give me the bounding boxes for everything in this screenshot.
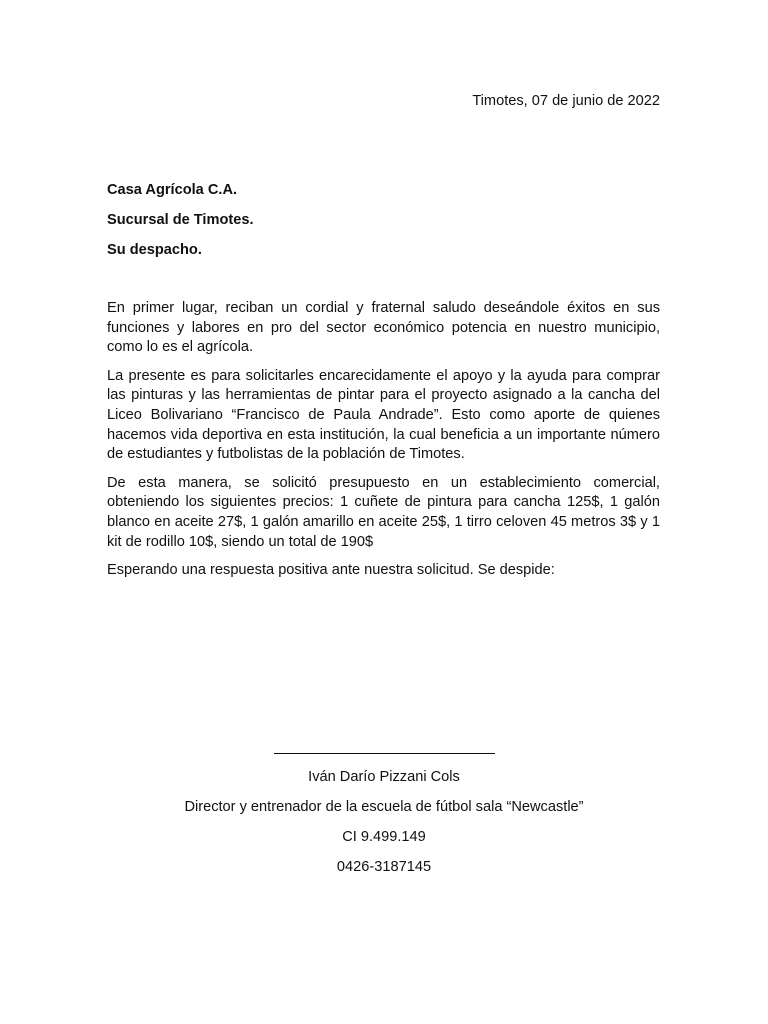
body-paragraph-request: La presente es para solicitarles encarecidamente el apoyo y la ayuda para comprar las pinturas y las herramientas de pintar para el proyecto asignado a la cancha del Liceo Bolivariano “Francisco de Paula Andrade”. Esto como aporte de quienes hacemos vida deportiva en esta institución, la cual beneficia a un importante número de estudiantes y futbolistas de la población de Timotes. xyxy=(107,367,660,463)
signer-id: CI 9.499.149 xyxy=(342,829,426,845)
recipient-company: Casa Agrícola C.A. xyxy=(107,182,238,198)
recipient-block xyxy=(107,180,667,270)
body-paragraph-closing: Esperando una respuesta positiva ante nuestra solicitud. Se despide: xyxy=(107,562,555,579)
body-paragraph-greeting: En primer lugar, reciban un cordial y fraternal saludo deseándole éxitos en sus funciones y labores en pro del sector económico potencia en nuestro municipio, como lo es el agrícola. xyxy=(107,300,660,356)
signer-role: Director y entrenador de la escuela de fútbol sala “Newcastle” xyxy=(184,799,584,815)
letter-body xyxy=(107,299,660,590)
signature-line xyxy=(274,753,495,754)
signer-phone: 0426-3187145 xyxy=(336,859,432,875)
signature-block xyxy=(0,753,768,887)
letter-date: Timotes, 07 de junio de 2022 xyxy=(472,93,660,109)
recipient-office: Su despacho. xyxy=(107,242,202,258)
recipient-branch: Sucursal de Timotes. xyxy=(107,212,254,228)
body-paragraph-budget: De esta manera, se solicitó presupuesto en un establecimiento comercial, obteniendo los siguientes precios: 1 cuñete de pintura para cancha 125$, 1 galón blanco en aceite 27$, 1 galón amarillo en aceite 25$, 1 tirro celoven 45 metros 3$ y 1 kit de rodillo 10$, siendo un total de 190$ xyxy=(107,474,660,550)
signer-name: Iván Darío Pizzani Cols xyxy=(308,769,460,785)
